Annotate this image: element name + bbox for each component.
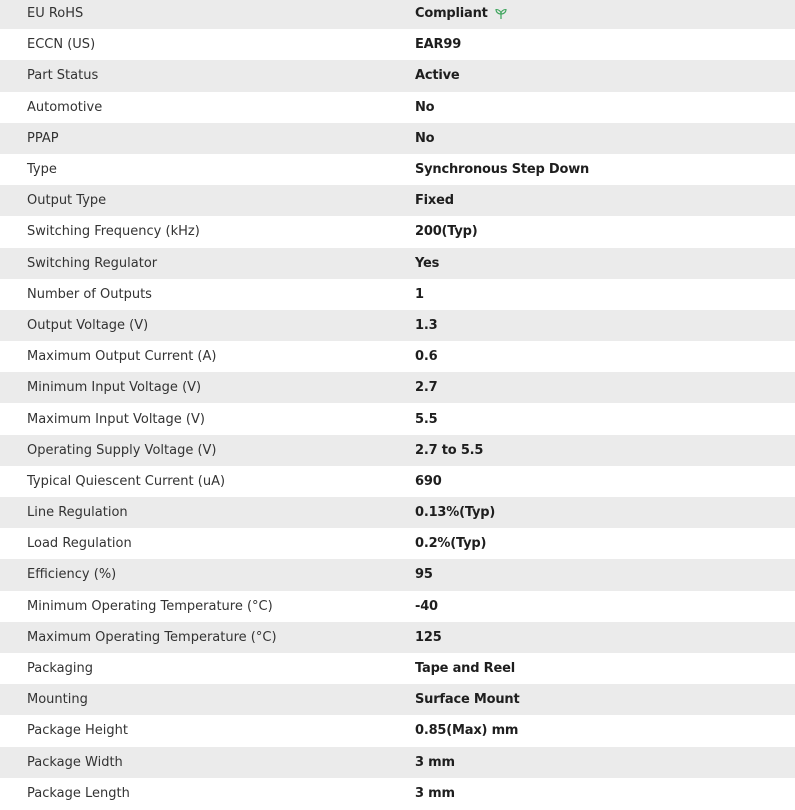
spec-label: Operating Supply Voltage (V): [27, 442, 217, 458]
spec-label: ECCN (US): [27, 37, 96, 53]
spec-label: EU RoHS: [27, 6, 84, 22]
spec-label: Package Width: [27, 754, 123, 770]
spec-row-package-height: [0, 715, 795, 746]
spec-value: 0.6: [415, 349, 438, 365]
spec-row-quiescent-current: [0, 466, 795, 497]
spec-value: 3 mm: [415, 754, 455, 770]
spec-row-max-input-voltage: [0, 403, 795, 434]
spec-row-output-voltage: [0, 310, 795, 341]
spec-label: Mounting: [27, 692, 88, 708]
spec-value: 125: [415, 629, 442, 645]
spec-value: Surface Mount: [415, 692, 520, 708]
spec-label: Packaging: [27, 661, 93, 677]
spec-value: Active: [415, 68, 460, 84]
spec-label: Type: [27, 162, 57, 178]
spec-row-part-status: [0, 60, 795, 91]
spec-row-mounting: [0, 684, 795, 715]
spec-value: 0.85(Max) mm: [415, 723, 519, 739]
spec-value: 3 mm: [415, 785, 455, 801]
spec-value: 1: [415, 286, 424, 302]
spec-value: 2.7: [415, 380, 438, 396]
spec-label: Maximum Input Voltage (V): [27, 411, 205, 427]
spec-label: Part Status: [27, 68, 99, 84]
spec-row-switching-frequency: [0, 216, 795, 247]
spec-value: 690: [415, 473, 442, 489]
spec-value: No: [415, 99, 435, 115]
spec-value: EAR99: [415, 37, 462, 53]
spec-value: Synchronous Step Down: [415, 162, 590, 178]
spec-row-min-operating-temp: [0, 591, 795, 622]
spec-label: Maximum Operating Temperature (°C): [27, 629, 277, 645]
spec-label: Automotive: [27, 99, 103, 115]
spec-value-wrap: [415, 6, 795, 21]
spec-label: Number of Outputs: [27, 286, 152, 302]
spec-row-packaging: [0, 653, 795, 684]
spec-label: Efficiency (%): [27, 567, 117, 583]
spec-label: Typical Quiescent Current (uA): [27, 473, 226, 489]
spec-row-line-regulation: [0, 497, 795, 528]
spec-value: 1.3: [415, 317, 438, 333]
spec-value: 2.7 to 5.5: [415, 442, 484, 458]
spec-value: Yes: [415, 255, 440, 271]
spec-row-load-regulation: [0, 528, 795, 559]
spec-row-operating-supply-voltage: [0, 435, 795, 466]
spec-label: PPAP: [27, 130, 59, 146]
spec-label: Output Voltage (V): [27, 317, 149, 333]
spec-label: Switching Frequency (kHz): [27, 224, 200, 240]
spec-row-max-operating-temp: [0, 622, 795, 653]
spec-label: Package Height: [27, 723, 128, 739]
spec-row-number-of-outputs: [0, 279, 795, 310]
spec-value: 5.5: [415, 411, 438, 427]
spec-value: -40: [415, 598, 438, 614]
spec-label: Line Regulation: [27, 505, 128, 521]
spec-row-automotive: [0, 92, 795, 123]
spec-row-min-input-voltage: [0, 372, 795, 403]
spec-value: No: [415, 130, 435, 146]
spec-value: 0.13%(Typ): [415, 505, 496, 521]
spec-label: Minimum Input Voltage (V): [27, 380, 202, 396]
spec-row-output-type: [0, 185, 795, 216]
spec-label: Output Type: [27, 193, 107, 209]
spec-row-package-length: [0, 778, 795, 809]
leaf-icon: [494, 7, 508, 21]
spec-row-type: [0, 154, 795, 185]
spec-row-efficiency: [0, 559, 795, 590]
spec-value: 95: [415, 567, 433, 583]
spec-row-eu-rohs: [0, 0, 795, 29]
spec-label: Load Regulation: [27, 536, 132, 552]
spec-value: 200(Typ): [415, 224, 478, 240]
spec-label: Package Length: [27, 785, 130, 801]
spec-value: Compliant: [415, 6, 488, 22]
spec-value: Tape and Reel: [415, 661, 515, 677]
spec-row-ppap: [0, 123, 795, 154]
spec-value: Fixed: [415, 193, 454, 209]
spec-label: Switching Regulator: [27, 255, 158, 271]
spec-label: Minimum Operating Temperature (°C): [27, 598, 273, 614]
spec-value: 0.2%(Typ): [415, 536, 487, 552]
spec-row-package-width: [0, 747, 795, 778]
spec-row-eccn: [0, 29, 795, 60]
spec-row-max-output-current: [0, 341, 795, 372]
spec-label: Maximum Output Current (A): [27, 349, 217, 365]
spec-row-switching-regulator: [0, 248, 795, 279]
